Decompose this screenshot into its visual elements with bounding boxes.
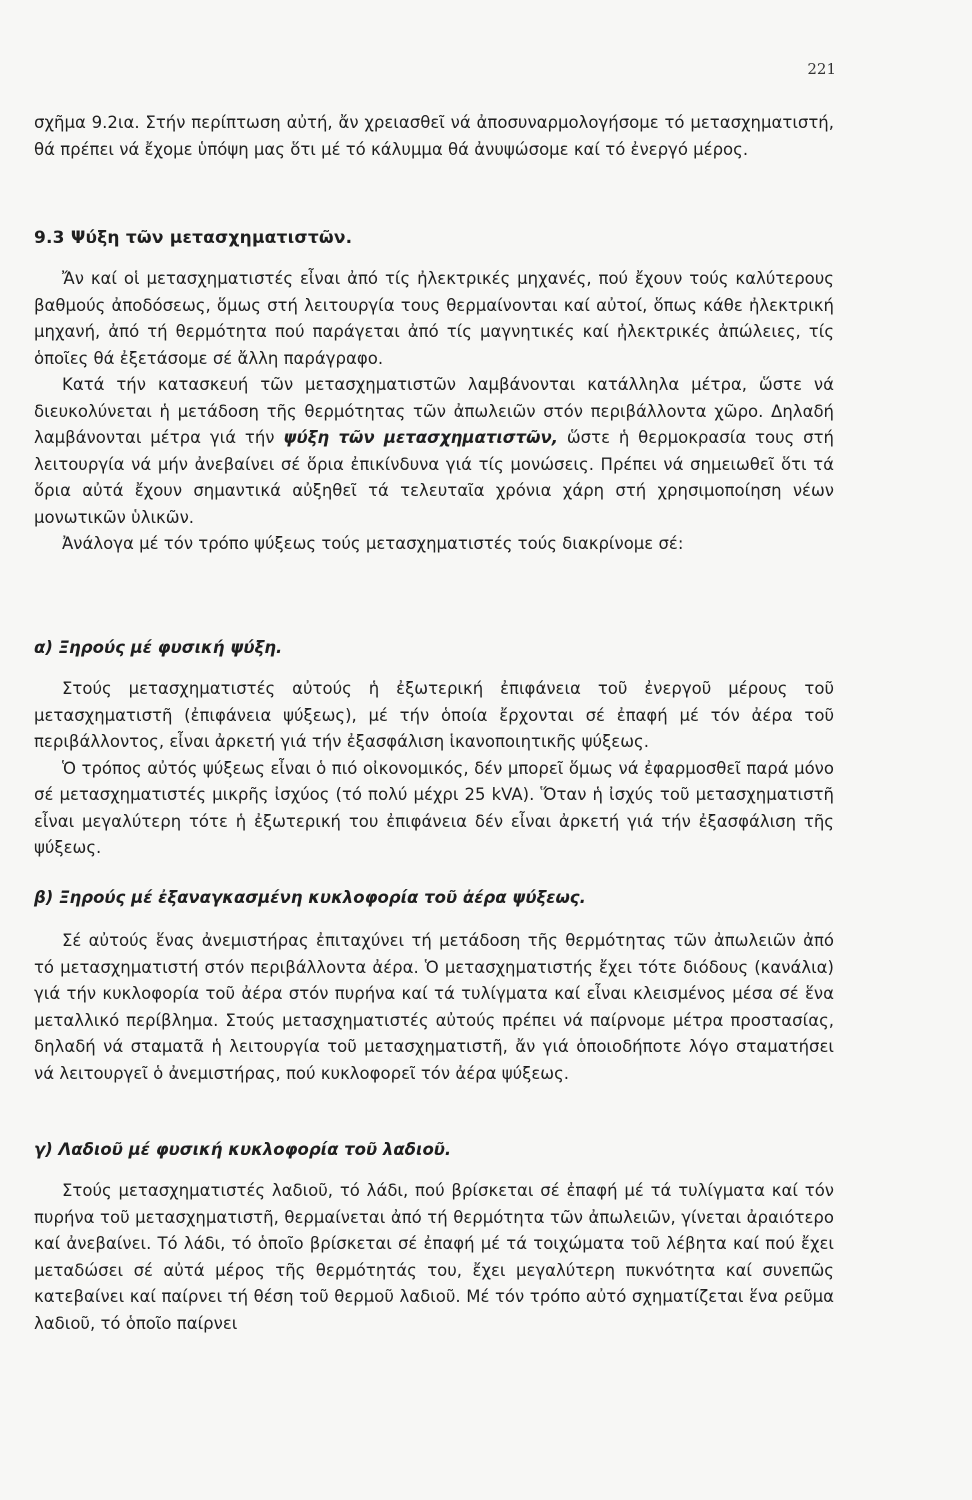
section-paragraph-2-end: ὥστε ἡ θερμοκρασία τους στή λειτουργία νά μήν ἀνεβαίνει σέ ὅρια ἐπικίνδυνα γιά τίς μονώσεις. Πρέπει νά σημειωθεῖ ὅτι τά ὅρια αὐτά ἔχουν σημαντικά αὐξηθεῖ τά τελευταῖα χρόνια χάρη στή χρησιμοποίηση νέων μονωτικῶν ὑλικῶν. [34,428,834,527]
intro-paragraph: σχῆμα 9.2ια. Στήν περίπτωση αὐτή, ἄν χρειασθεῖ νά ἀποσυναρμολογήσομε τό μετασχηματιστή, θά πρέπει νά ἔχομε ὑπόψη μας ὅτι μέ τό κάλυμμα θά ἀνυψώσομε καί τό ἐνεργό μέρος. [34,113,834,159]
subsection-c-body [34,1178,834,1337]
section-paragraph-2-emphasis: ψύξη τῶν μετασχηματιστῶν, [283,428,559,447]
section-paragraph-1: Ἄν καί οἱ μετασχηματιστές εἶναι ἀπό τίς ἠλεκτρικές μηχανές, πού ἔχουν τούς καλύτερους βαθμούς ἀποδόσεως, ὅμως στή λειτουργία τους θερμαίνονται καί αὐτοί, ὅπως κάθε ἠλεκτρική μηχανή, ἀπό τή θερμότητα πού παράγεται ἀπό τίς μαγνητικές καί ἠλεκτρικές ἀπώλειες, τίς ὁποῖες θά ἐξετάσομε σέ ἄλλη παράγραφο. [34,269,834,368]
intro-paragraph-block [34,110,834,163]
subsection-a-paragraph-1: Στούς μετασχηματιστές αὐτούς ἡ ἐξωτερική ἐπιφάνεια τοῦ ἐνεργοῦ μέρους τοῦ μετασχηματιστῆ (ἐπιφάνεια ψύξεως), μέ τήν ὁποία ἔρχονται σέ ἐπαφή μέ τόν ἀέρα τοῦ περιβάλλοντος, εἶναι ἀρκετή γιά τήν ἐξασφάλιση ἱκανοποιητικῆς ψύξεως. [34,679,834,751]
subsection-a-heading: α) Ξηρούς μέ φυσική ψύξη. [34,638,283,657]
subsection-b-heading: β) Ξηρούς μέ ἐξαναγκασμένη κυκλοφορία τοῦ ἀέρα ψύξεως. [34,888,586,907]
section-heading: 9.3 Ψύξη τῶν μετασχηματιστῶν. [34,228,353,248]
section-paragraph-2 [34,372,834,531]
subsection-c-paragraph-1: Στούς μετασχηματιστές λαδιοῦ, τό λάδι, πού βρίσκεται σέ ἐπαφή μέ τά τυλίγματα καί τόν πυρήνα τοῦ μετασχηματιστῆ, θερμαίνεται ἀπό τή θερμότητα τῶν ἀπωλειῶν, γίνεται ἀραιότερο καί ἀνεβαίνει. Τό λάδι, τό ὁποῖο βρίσκεται σέ ἐπαφή μέ τά τοιχώματα τοῦ λέβητα καί πού ἔχει μεταδώσει σέ αὐτά μέρος τῆς θερμότητάς του, ἔχει μεγαλύτερη πυκνότητα καί συνεπῶς κατεβαίνει καί παίρνει τή θέση τοῦ θερμοῦ λαδιοῦ. Μέ τόν τρόπο αὐτό σχηματίζεται ἕνα ρεῦμα λαδιοῦ, τό ὁποῖο παίρνει [34,1181,834,1333]
subsection-a-body [34,676,834,862]
subsection-b-paragraph-1: Σέ αὐτούς ἕνας ἀνεμιστήρας ἐπιταχύνει τή μετάδοση τῆς θερμότητας τῶν ἀπωλειῶν ἀπό τό μετασχηματιστή στόν περιβάλλοντα ἀέρα. Ὁ μετασχηματιστής ἔχει τότε διόδους (κανάλια) γιά τήν κυκλοφορία τοῦ ἀέρα στόν πυρήνα καί τά τυλίγματα καί εἶναι κλεισμένος μέσα σέ ἕνα μεταλλικό περίβλημα. Στούς μετασχηματιστές αὐτούς πρέπει νά παίρνομε μέτρα προστασίας, δηλαδή νά σταματᾶ ἡ λειτουργία τοῦ μετασχηματιστῆ, ἄν γιά ὁποιοδήποτε λόγο σταματήσει νά λειτουργεῖ ὁ ἀνεμιστήρας, πού κυκλοφορεῖ τόν ἀέρα ψύξεως. [34,931,834,1083]
subsection-b-body [34,928,834,1087]
section-paragraph-3: Ἀνάλογα μέ τόν τρόπο ψύξεως τούς μετασχηματιστές τούς διακρίνομε σέ: [62,534,684,553]
subsection-c-heading: γ) Λαδιοῦ μέ φυσική κυκλοφορία τοῦ λαδιοῦ. [34,1140,452,1159]
page-number: 221 [807,60,836,78]
section-paragraph-2-start: Κατά τήν κατασκευή τῶν μετασχηματιστῶν λαμβάνονται κατάλληλα μέτρα, ὥστε νά διευκολύνεται ἡ μετάδοση τῆς θερμότητας τῶν ἀπωλειῶν στόν περιβάλλοντα χῶρο. Δηλαδή λαμβάνονται μέτρα γιά τήν [34,375,834,447]
section-body [34,266,834,558]
subsection-a-paragraph-2: Ὁ τρόπος αὐτός ψύξεως εἶναι ὁ πιό οἰκονομικός, δέν μπορεῖ ὅμως νά ἐφαρμοσθεῖ παρά μόνο σέ μετασχηματιστές μικρῆς ἰσχύος (τό πολύ μέχρι 25 kVA). Ὅταν ἡ ἰσχύς τοῦ μετασχηματιστῆ εἶναι μεγαλύτερη τότε ἡ ἐξωτερική του ἐπιφάνεια δέν εἶναι ἀρκετή γιά τήν ἐξασφάλιση τῆς ψύξεως. [34,758,834,857]
